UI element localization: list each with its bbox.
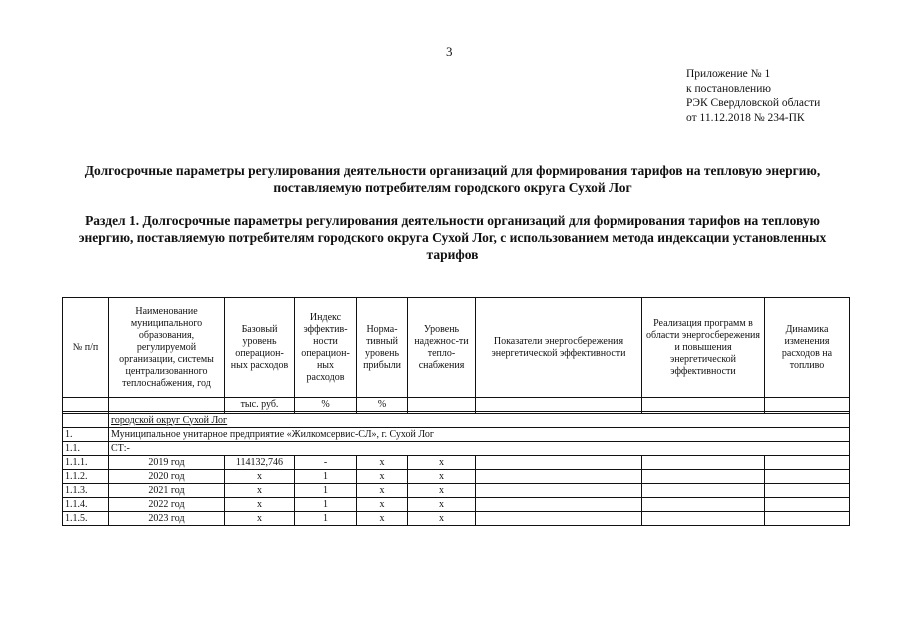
table-row: [63, 470, 850, 484]
column-header: № п/п: [63, 298, 109, 398]
index-cell: -: [295, 456, 357, 470]
appendix-line: к постановлению: [686, 82, 771, 95]
parameters-table: [62, 297, 850, 526]
reliability-cell: x: [408, 470, 476, 484]
column-header: Уровень надежнос-ти тепло-снабжения: [408, 298, 476, 398]
reliability-cell: x: [408, 484, 476, 498]
year-cell: 2021 год: [109, 484, 225, 498]
row-number: 1.1.3.: [63, 484, 109, 498]
page-number: 3: [446, 44, 453, 59]
year-cell: 2023 год: [109, 512, 225, 526]
profit-cell: x: [357, 498, 408, 512]
program-cell: [642, 456, 765, 470]
fuel-cell: [765, 484, 850, 498]
system-name: СТ:-: [109, 442, 850, 456]
base-cell: x: [225, 512, 295, 526]
reliability-cell: x: [408, 512, 476, 526]
row-number: 1.1.5.: [63, 512, 109, 526]
energy-cell: [476, 512, 642, 526]
fuel-cell: [765, 456, 850, 470]
column-header: Динамика изменения расходов на топливо: [765, 298, 850, 398]
energy-cell: [476, 498, 642, 512]
fuel-cell: [765, 512, 850, 526]
unit-cell: [765, 398, 850, 412]
appendix-line: от 11.12.2018 № 234-ПК: [686, 111, 805, 124]
table-header-row: [63, 298, 850, 398]
base-cell: x: [225, 470, 295, 484]
fuel-cell: [765, 470, 850, 484]
unit-cell: %: [295, 398, 357, 412]
row-number: 1.1.4.: [63, 498, 109, 512]
row-number: 1.1.1.: [63, 456, 109, 470]
table-row: [63, 456, 850, 470]
program-cell: [642, 512, 765, 526]
section-title: Раздел 1. Долгосрочные параметры регулирования деятельности организаций для формирования тарифов на тепловую энергию, поставляемую потребителям городского округа Сухой Лог, с использованием метода индексации установленных тарифов: [78, 213, 827, 262]
group-label: городской округ Сухой Лог: [109, 414, 850, 428]
program-cell: [642, 470, 765, 484]
appendix-line: Приложение № 1: [686, 68, 771, 80]
index-cell: 1: [295, 470, 357, 484]
unit-cell: [109, 398, 225, 412]
row-number: 1.1.2.: [63, 470, 109, 484]
unit-cell: [476, 398, 642, 412]
unit-cell: [63, 398, 109, 412]
appendix-block: [686, 67, 820, 125]
energy-cell: [476, 470, 642, 484]
column-header: Наименование муниципального образования, регулируемой организации, системы централизованного теплоснабжения, год: [109, 298, 225, 398]
appendix-line: РЭК Свердловской области: [686, 97, 821, 109]
table-row: [63, 498, 850, 512]
unit-cell: %: [357, 398, 408, 412]
table-row: [63, 484, 850, 498]
energy-cell: [476, 484, 642, 498]
profit-cell: x: [357, 470, 408, 484]
column-header: Базовый уровень операцион-ных расходов: [225, 298, 295, 398]
column-header: Норма-тивный уровень прибыли: [357, 298, 408, 398]
unit-row: [63, 398, 850, 412]
system-row: [63, 442, 850, 456]
document-title: Долгосрочные параметры регулирования деятельности организаций для формирования тарифов на тепловую энергию, поставляемую потребителям городского округа Сухой Лог: [84, 163, 821, 195]
energy-cell: [476, 456, 642, 470]
base-cell: x: [225, 498, 295, 512]
unit-cell: тыс. руб.: [225, 398, 295, 412]
index-cell: 1: [295, 512, 357, 526]
reliability-cell: x: [408, 456, 476, 470]
profit-cell: x: [357, 484, 408, 498]
reliability-cell: x: [408, 498, 476, 512]
column-header: Индекс эффектив-ности операцион-ных расходов: [295, 298, 357, 398]
program-cell: [642, 498, 765, 512]
base-cell: x: [225, 484, 295, 498]
year-cell: 2022 год: [109, 498, 225, 512]
profit-cell: x: [357, 512, 408, 526]
index-cell: 1: [295, 498, 357, 512]
column-header: Показатели энергосбережения энергетической эффективности: [476, 298, 642, 398]
organization-row: [63, 428, 850, 442]
year-cell: 2020 год: [109, 470, 225, 484]
row-number: 1.1.: [63, 442, 109, 456]
index-cell: 1: [295, 484, 357, 498]
year-cell: 2019 год: [109, 456, 225, 470]
unit-cell: [642, 398, 765, 412]
profit-cell: x: [357, 456, 408, 470]
program-cell: [642, 484, 765, 498]
organization-name: Муниципальное унитарное предприятие «Жилкомсервис-СЛ», г. Сухой Лог: [109, 428, 850, 442]
table-row: [63, 512, 850, 526]
fuel-cell: [765, 498, 850, 512]
row-number: 1.: [63, 428, 109, 442]
column-header: Реализация программ в области энергосбережения и повышения энергетической эффективности: [642, 298, 765, 398]
unit-cell: [408, 398, 476, 412]
base-cell: 114132,746: [225, 456, 295, 470]
group-row: [63, 414, 850, 428]
